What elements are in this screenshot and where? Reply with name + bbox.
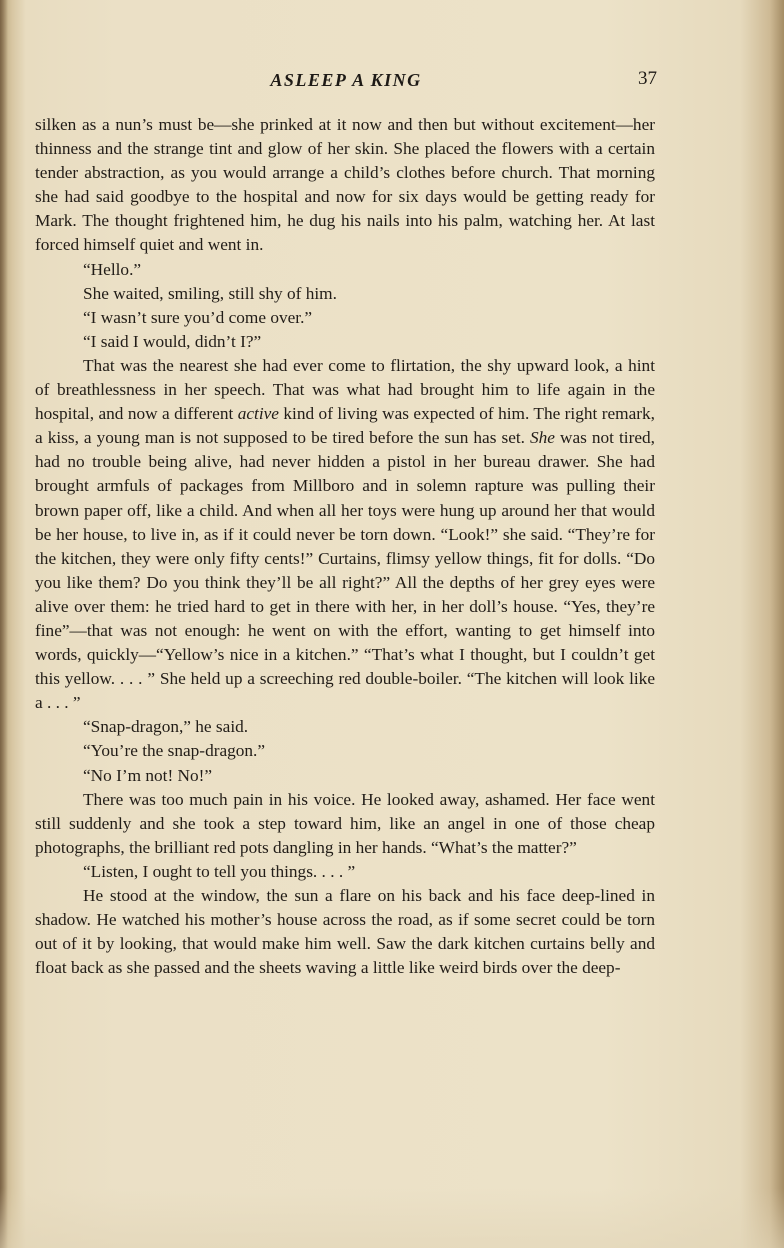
page-number: 37 bbox=[638, 68, 657, 89]
paragraph: “No I’m not! No!” bbox=[83, 765, 213, 785]
paragraph: “Snap-dragon,” he said. bbox=[83, 717, 249, 737]
running-head: ASLEEP A KING bbox=[270, 70, 422, 90]
paragraph: silken as a nun’s must be—she prinked at it now and then but without excitement—her thinness and the strange tint and glow of her skin. She placed the flowers with a certain tender abstraction, as you would arrange a child’s clothes before church. That morning she had said goodbye to the hospital and now for six days would be getting ready for Mark. The thought frightened him, he dug his nails into his palm, watching her. At last forced himself quiet and went in. bbox=[35, 115, 655, 255]
body-text bbox=[35, 113, 655, 980]
paragraph: He stood at the window, the sun a flare on his back and his face deep-lined in shadow. He watched his mother’s house across the road, as if some secret could be torn out of it by looking, that would make him well. Saw the dark kitchen curtains belly and float back as she passed and the sheets waving a little like weird birds over the deep- bbox=[35, 886, 655, 978]
paragraph: “Listen, I ought to tell you things. . . . ” bbox=[83, 861, 356, 881]
paragraph: She waited, smiling, still shy of him. bbox=[83, 283, 337, 303]
paragraph: “I wasn’t sure you’d come over.” bbox=[83, 307, 313, 327]
page-edge-shading bbox=[0, 1188, 784, 1248]
paragraph: That was the nearest she had ever come to flirtation, the shy upward look, a hint of breathlessness in her speech. That was what had brought him to life again in the hospital, and now a different active kind of living was expected of him. The right remark, a kiss, a young man is not supposed to be tired before the sun has set. She was not tired, had no trouble being alive, had never hidden a pistol in her bureau drawer. She had brought armfuls of packages from Millboro and in solemn rapture was pulling their brown paper off, like a child. And when all her toys were hung up around her that would be her house, to live in, as if it could never be torn down. “Look!” she said. “They’re for the kitchen, they were only fifty cents!” Curtains, flimsy yellow things, fit for dolls. “Do you like them? Do you think they’ll be all right?” All the depths of her grey eyes were alive over them: he tried hard to get in there with her, in her doll’s house. “Yes, they’re fine”—that was not enough: he went on with the effort, wanting to get himself into words, quickly—“Yellow’s nice in a kitchen.” “That’s what I thought, but I couldn’t get this yellow. . . . ” She held up a screeching red double-boiler. “The kitchen will look like a . . . ” bbox=[35, 355, 655, 713]
paragraph: There was too much pain in his voice. He looked away, ashamed. Her face went still suddenly and she took a step toward him, like an angel in one of those cheap photographs, the brilliant red pots dangling in her hands. “What’s the matter?” bbox=[35, 789, 655, 857]
gutter-shadow bbox=[0, 0, 8, 1248]
paragraph: “Hello.” bbox=[83, 259, 142, 279]
paragraph: “I said I would, didn’t I?” bbox=[83, 331, 262, 351]
paragraph: “You’re the snap-dragon.” bbox=[83, 741, 266, 761]
page-header bbox=[35, 66, 657, 96]
